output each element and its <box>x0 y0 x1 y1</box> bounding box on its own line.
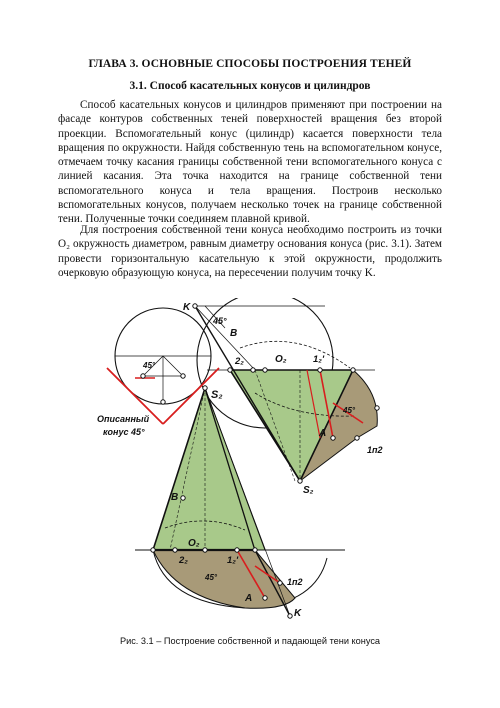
label-b-left: B <box>171 492 179 503</box>
label-o2-left: O₂ <box>188 538 200 549</box>
label-angle-left: 45° <box>205 573 218 582</box>
chapter-title: ГЛАВА 3. ОСНОВНЫЕ СПОСОБЫ ПОСТРОЕНИЯ ТЕНЕЙ <box>88 58 412 70</box>
label-described-2: конус 45° <box>103 427 145 437</box>
paragraph-1: Способ касательных конусов и цилиндров применяют при построении на фасаде контуров собственных теней поверхностей вращения без второй проекции. Вспомогательный конус (цилиндр) касается поверхности тела вращения по окружности. Найдя собственную тень на вспомогательном конусе, отмечаем точку касания границы собственной тени вспомогательного конуса с линией касания. Эта точка находится на границе собственной тени вспомогательного конуса и тела вращения. Построив несколько вспомогательных конусов, получаем несколько точек на границе собственной тени. Полученные точки соединяем плавной кривой. <box>58 99 442 226</box>
label-22-top: 2₂ <box>235 356 244 367</box>
label-22-left: 2₂ <box>179 555 188 566</box>
label-angle-top: 45° <box>213 316 227 326</box>
section-title: 3.1. Способ касательных конусов и цилиндров <box>129 80 371 92</box>
lower-green-area <box>153 388 255 550</box>
label-12-top: 1₂' <box>313 354 325 365</box>
paragraph-2: Для построения собственной тени конуса необходимо построить из точки O₂ окружность диаметром, равным диаметру основания конуса (рис. 3.1). Затем провести горизонтальную касательную к этой окружности, продолжить очерковую образующую конуса, на пересечении получим точку K. <box>58 224 442 279</box>
label-b-top: B <box>230 328 238 339</box>
figure-caption: Рис. 3.1 – Построение собственной и падающей тени конуса <box>119 636 381 646</box>
label-s2-right: S₂ <box>303 485 314 496</box>
label-angle-sphere: 45° <box>143 361 156 370</box>
label-o2-top: O₂ <box>275 354 287 365</box>
label-described-1: Описанный <box>97 414 150 424</box>
label-a-left: A <box>245 593 253 604</box>
label-k-top: K <box>183 302 191 313</box>
label-k-left: K <box>294 608 302 619</box>
label-angle-small-top: 45° <box>343 406 356 415</box>
label-a-top: A <box>319 428 327 439</box>
label-1pi2-left: 1п2 <box>287 577 303 587</box>
label-1pi2-top: 1п2 <box>367 445 383 455</box>
label-s2-left: S₂ <box>211 389 223 401</box>
figure-cone-shadow <box>95 298 415 623</box>
label-12-left: 1₂' <box>227 555 239 566</box>
